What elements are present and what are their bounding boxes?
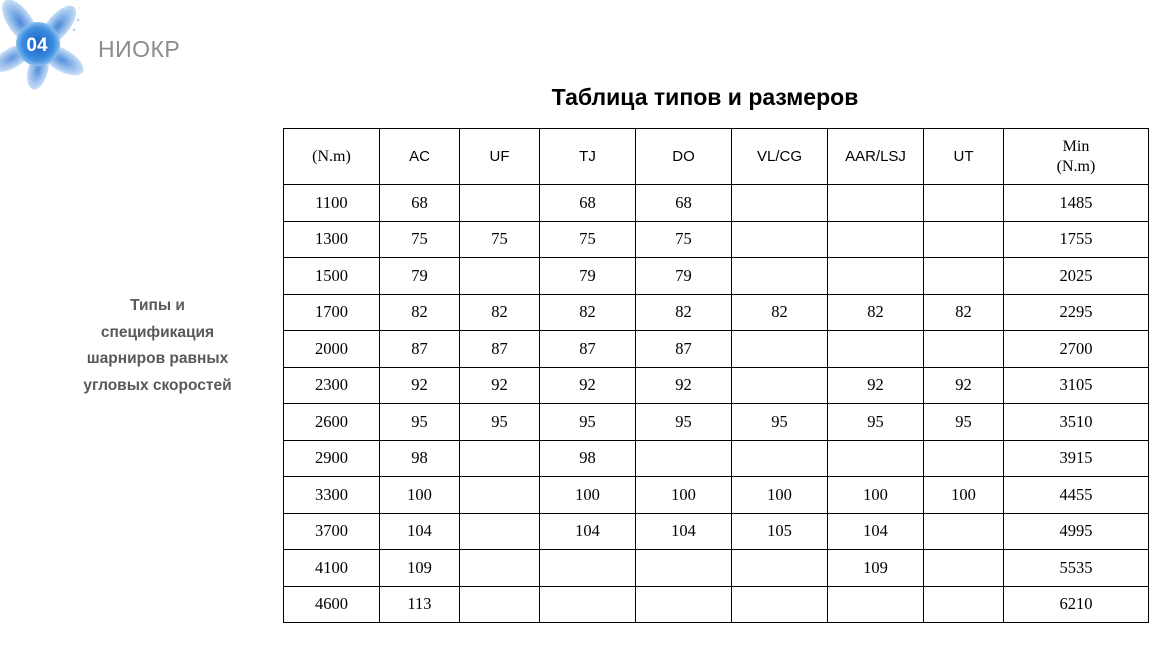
table-cell: 95 [924, 404, 1004, 441]
table-cell: 68 [540, 185, 636, 222]
table-cell [732, 185, 828, 222]
column-header: UT [924, 129, 1004, 185]
table-cell [460, 185, 540, 222]
table-cell: 4995 [1004, 513, 1149, 550]
table-cell: 87 [540, 331, 636, 368]
table-cell: 82 [732, 294, 828, 331]
table-cell: 82 [380, 294, 460, 331]
table-cell [828, 586, 924, 623]
table-cell: 113 [380, 586, 460, 623]
table-cell [636, 440, 732, 477]
table-cell: 104 [540, 513, 636, 550]
table-cell: 68 [636, 185, 732, 222]
table-cell [732, 221, 828, 258]
table-cell: 1100 [284, 185, 380, 222]
table-cell: 1485 [1004, 185, 1149, 222]
table-cell: 82 [540, 294, 636, 331]
column-header: DO [636, 129, 732, 185]
table-body [284, 185, 1149, 623]
table-cell: 109 [828, 550, 924, 587]
table-cell: 1500 [284, 258, 380, 295]
table-cell: 95 [380, 404, 460, 441]
table-header-row [284, 129, 1149, 185]
table-cell: 82 [636, 294, 732, 331]
table-row [284, 513, 1149, 550]
types-sizes-table [283, 128, 1149, 623]
table-cell: 104 [636, 513, 732, 550]
table-cell: 92 [540, 367, 636, 404]
table-cell: 92 [380, 367, 460, 404]
table-cell [460, 258, 540, 295]
table-cell: 75 [540, 221, 636, 258]
table-cell [924, 258, 1004, 295]
table-cell: 82 [460, 294, 540, 331]
table-cell: 82 [828, 294, 924, 331]
table-cell [460, 513, 540, 550]
table-cell [540, 550, 636, 587]
table-cell [924, 331, 1004, 368]
table-cell: 2700 [1004, 331, 1149, 368]
table-row [284, 258, 1149, 295]
table-cell: 87 [460, 331, 540, 368]
column-header: AAR/LSJ [828, 129, 924, 185]
table-cell: 2600 [284, 404, 380, 441]
column-header: UF [460, 129, 540, 185]
table-row [284, 550, 1149, 587]
table-cell [732, 331, 828, 368]
column-header: (N.m) [284, 129, 380, 185]
table-cell: 75 [380, 221, 460, 258]
table-cell: 4100 [284, 550, 380, 587]
column-header: VL/CG [732, 129, 828, 185]
table-row [284, 185, 1149, 222]
section-title: НИОКР [98, 36, 181, 62]
table-cell: 95 [828, 404, 924, 441]
table-cell [460, 440, 540, 477]
table-cell: 3915 [1004, 440, 1149, 477]
table-cell: 95 [460, 404, 540, 441]
table-cell: 4455 [1004, 477, 1149, 514]
table-cell: 87 [636, 331, 732, 368]
table-cell [460, 477, 540, 514]
table-cell: 79 [636, 258, 732, 295]
table-cell [924, 185, 1004, 222]
table-cell: 100 [540, 477, 636, 514]
table-cell: 3300 [284, 477, 380, 514]
table-cell: 92 [924, 367, 1004, 404]
table-cell [732, 440, 828, 477]
table-cell: 92 [636, 367, 732, 404]
table-cell: 1700 [284, 294, 380, 331]
table-row [284, 477, 1149, 514]
column-header-min [1004, 129, 1149, 185]
table-cell: 2295 [1004, 294, 1149, 331]
table-cell [924, 586, 1004, 623]
table-cell: 82 [924, 294, 1004, 331]
table-cell: 68 [380, 185, 460, 222]
table-cell [732, 258, 828, 295]
table-row [284, 404, 1149, 441]
table-cell: 3105 [1004, 367, 1149, 404]
column-header-min-line: Min [1062, 137, 1090, 155]
table-cell: 95 [636, 404, 732, 441]
table-cell: 100 [732, 477, 828, 514]
table-cell [732, 550, 828, 587]
table-cell [828, 221, 924, 258]
table-cell [828, 440, 924, 477]
table-cell: 109 [380, 550, 460, 587]
section-number: 04 [26, 35, 48, 56]
table-cell: 92 [460, 367, 540, 404]
table-cell: 98 [540, 440, 636, 477]
table-cell: 95 [540, 404, 636, 441]
side-label-line: Типы и [130, 297, 185, 314]
table-cell: 2025 [1004, 258, 1149, 295]
table-cell [460, 586, 540, 623]
table-cell: 104 [828, 513, 924, 550]
table-title: Таблица типов и размеров [551, 84, 859, 110]
table-cell [732, 586, 828, 623]
table-cell: 79 [380, 258, 460, 295]
table-cell: 5535 [1004, 550, 1149, 587]
column-header: AC [380, 129, 460, 185]
table-cell: 105 [732, 513, 828, 550]
table-cell: 4600 [284, 586, 380, 623]
table-row [284, 440, 1149, 477]
table-cell: 79 [540, 258, 636, 295]
table-cell: 3700 [284, 513, 380, 550]
table-cell: 1755 [1004, 221, 1149, 258]
table-cell [828, 331, 924, 368]
table-row [284, 586, 1149, 623]
column-header-min-line: (N.m) [1056, 157, 1096, 175]
table-cell: 100 [636, 477, 732, 514]
table-cell: 100 [924, 477, 1004, 514]
table-cell: 75 [460, 221, 540, 258]
table-cell: 2900 [284, 440, 380, 477]
table-cell: 100 [380, 477, 460, 514]
table-cell: 95 [732, 404, 828, 441]
table-cell [828, 258, 924, 295]
table-cell: 100 [828, 477, 924, 514]
table-cell: 92 [828, 367, 924, 404]
column-header: TJ [540, 129, 636, 185]
table-cell: 2000 [284, 331, 380, 368]
table-cell: 104 [380, 513, 460, 550]
side-label-line: шарниров равных [86, 350, 229, 367]
table-row [284, 221, 1149, 258]
table-cell [460, 550, 540, 587]
table-row [284, 294, 1149, 331]
table-cell: 3510 [1004, 404, 1149, 441]
table-cell: 6210 [1004, 586, 1149, 623]
table-cell [924, 440, 1004, 477]
side-label-line: спецификация [100, 323, 215, 341]
side-label-line: угловых скоростей [83, 376, 232, 394]
table-cell: 75 [636, 221, 732, 258]
table-cell: 2300 [284, 367, 380, 404]
table-cell: 87 [380, 331, 460, 368]
table-cell: 1300 [284, 221, 380, 258]
table-cell [828, 185, 924, 222]
table-cell [636, 586, 732, 623]
table-cell [540, 586, 636, 623]
table-row [284, 331, 1149, 368]
table-cell [636, 550, 732, 587]
table-cell [924, 221, 1004, 258]
table-row [284, 367, 1149, 404]
table-cell [924, 513, 1004, 550]
table-cell [732, 367, 828, 404]
table-cell: 98 [380, 440, 460, 477]
side-label [70, 293, 245, 399]
table-cell [924, 550, 1004, 587]
